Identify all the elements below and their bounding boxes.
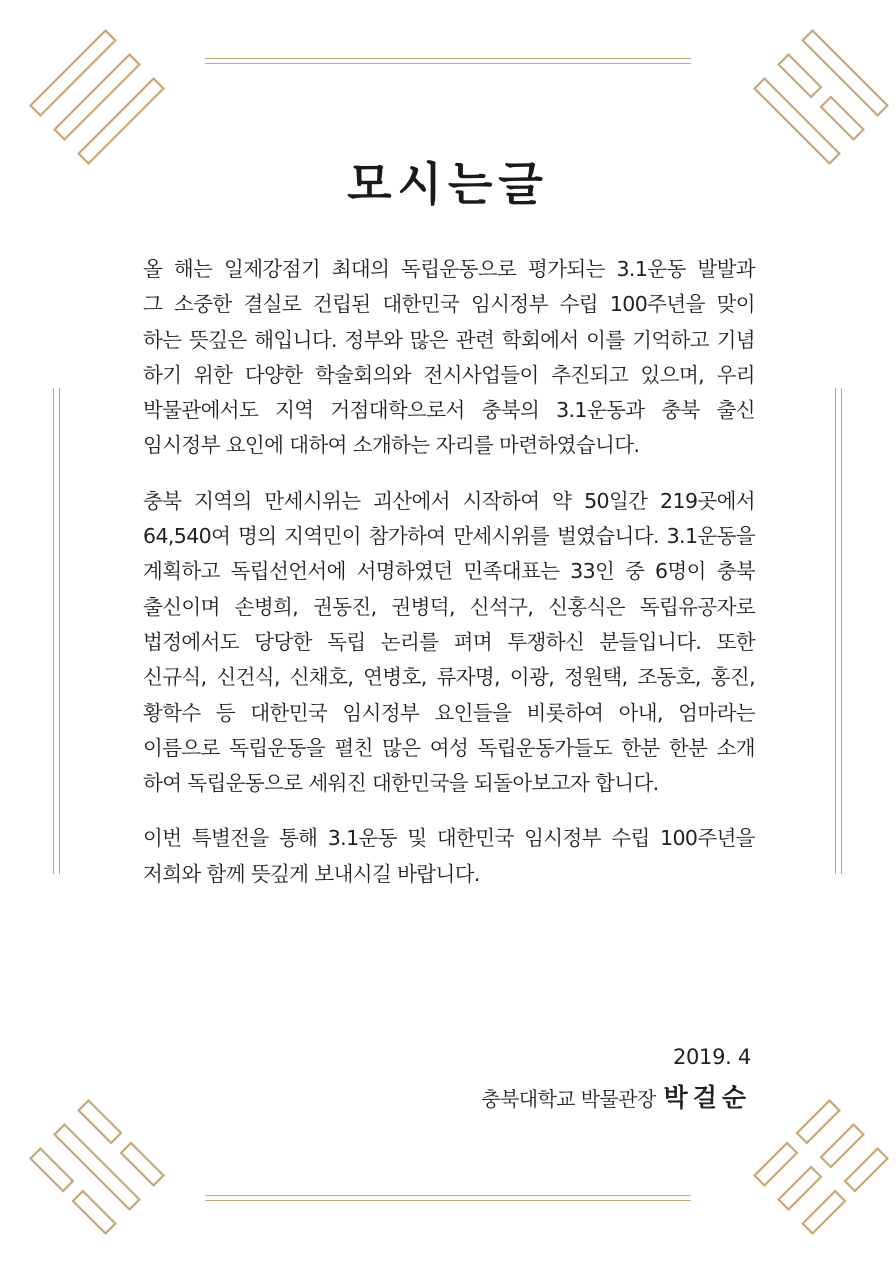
paragraph-2 [143,484,755,802]
top-rule [205,58,691,65]
trigram-bottom-right-icon [746,1092,896,1242]
text-line: 이름으로 독립운동을 펼친 많은 여성 독립운동가들도 한분 한분 소개 [143,735,755,760]
text-line: 계획하고 독립선언서에 서명하였던 민족대표는 33인 중 6명이 충북 [143,559,755,584]
text-line: 64,540여 명의 지역민이 참가하여 만세시위를 벌였습니다. 3.1운동을 [143,524,755,549]
trigram-bottom-left-icon [22,1092,172,1242]
text-line: 황학수 등 대한민국 임시정부 요인들을 비롯하여 아내, 엄마라는 [143,700,755,725]
text-line: 하여 독립운동으로 세워진 대한민국을 되돌아보고자 합니다. [143,771,659,796]
bottom-rule [205,1195,691,1202]
right-rule [835,388,843,874]
text-line: 법정에서도 당당한 독립 논리를 펴며 투쟁하신 분들입니다. 또한 [143,629,755,654]
text-line: 하기 위한 다양한 학술회의와 전시사업들이 추진되고 있으며, 우리 [143,362,755,387]
text-line: 충북 지역의 만세시위는 괴산에서 시작하여 약 50일간 219곳에서 [143,488,755,513]
text-line: 출신이며 손병희, 권동진, 권병덕, 신석구, 신홍식은 독립유공자로 [143,594,755,619]
text-line: 신규식, 신건식, 신채호, 연병호, 류자명, 이광, 정원택, 조동호, 홍진, [143,665,755,690]
page-title: 모시는글 [347,157,549,211]
signature-organization: 충북대학교 박물관장 [481,1087,656,1111]
left-rule [53,388,61,874]
text-line: 임시정부 요인에 대하여 소개하는 자리를 마련하였습니다. [143,433,640,458]
signature-block [481,1042,751,1114]
text-line: 박물관에서도 지역 거점대학으로서 충북의 3.1운동과 충북 출신 [143,398,755,423]
paragraph-1 [143,252,755,464]
signature-name: 박걸순 [663,1083,751,1112]
signature-byline [481,1078,751,1114]
signature-date: 2019. 4 [672,1045,751,1069]
text-line: 올 해는 일제강점기 최대의 독립운동으로 평가되는 3.1운동 발발과 [143,257,755,281]
text-line: 하는 뜻깊은 해입니다. 정부와 많은 관련 학회에서 이를 기억하고 기념 [143,327,755,352]
paragraph-3 [143,821,755,892]
text-line: 저희와 함께 뜻깊게 보내시길 바랍니다. [143,861,480,886]
text-line: 이번 특별전을 통해 3.1운동 및 대한민국 임시정부 수립 100주년을 [143,826,755,851]
text-line: 그 소중한 결실로 건립된 대한민국 임시정부 수립 100주년을 맞이 [143,292,755,317]
letter-body [143,252,755,912]
